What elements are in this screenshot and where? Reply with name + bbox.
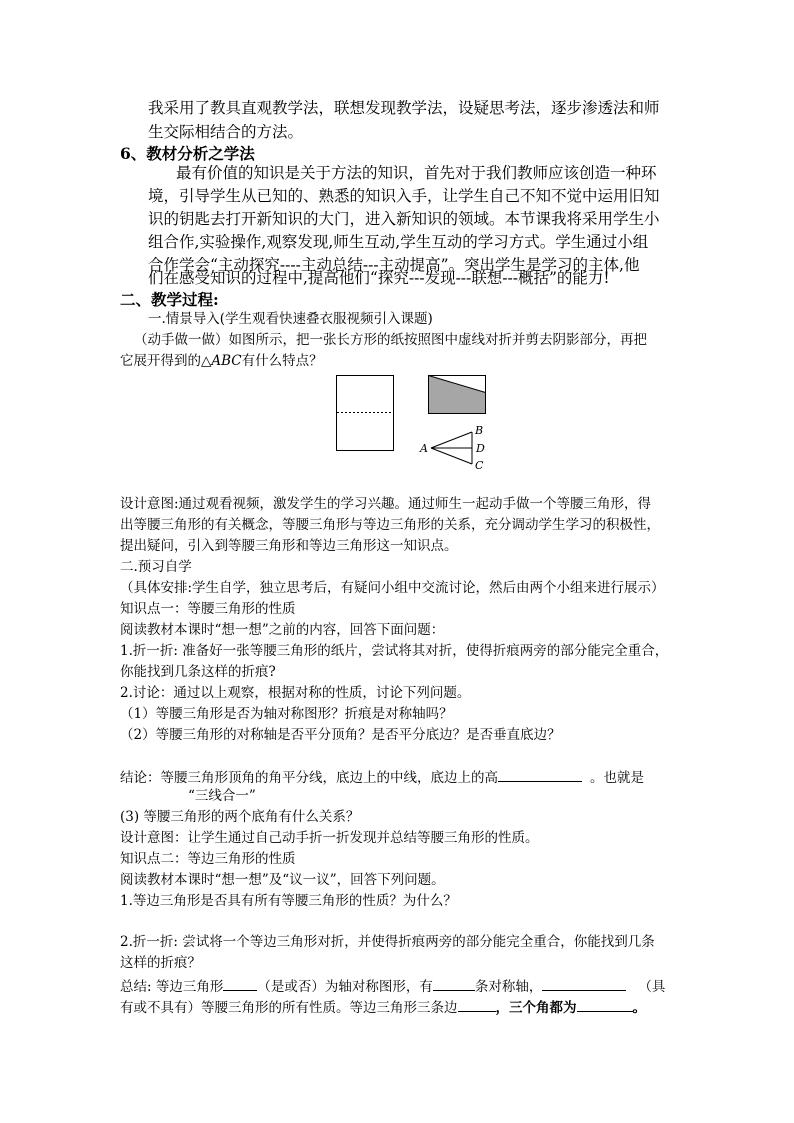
summary-line-2: 有或不具有）等腰三角形的所有性质。等边三角形三条边 ，三个角都为 。: [120, 1000, 646, 1016]
summary-blank-3[interactable]: [542, 978, 626, 991]
summary-blank-5[interactable]: [577, 999, 633, 1012]
design-intent-1-line-3: 提出疑问，引入到等腰三角形和等边三角形这一知识点。: [120, 538, 458, 554]
activity-line-1: （动手做一做）如图所示，把一张长方形的纸按照图中虚线对折并剪去阴影部分，再把: [134, 332, 647, 348]
label-d: D: [476, 442, 485, 455]
triangle-side-ab: [431, 432, 472, 448]
study-method-line-4: 组合作,实验操作,观察发现,师生互动,学生互动的学习方式。学生通过小组: [148, 233, 649, 251]
summary-blank-1[interactable]: [223, 978, 257, 991]
preview-title: 二.预习自学: [120, 559, 192, 575]
fold-task-1-line-2: 你能找到几条这样的折痕?: [120, 664, 276, 680]
study-method-line-2: 境，引导学生从已知的、熟悉的知识入手，让学生自己不知不觉中运用旧知: [148, 187, 660, 205]
knowledge-point-1: 知识点一：等腰三角形的性质: [120, 601, 296, 617]
conclusion-line: 结论：等腰三角形顶角的角平分线，底边上的中线，底边上的高 。也就是: [120, 770, 644, 786]
study-method-line-3: 识的钥匙去打开新知识的大门，进入新知识的领域。本节课我将采用学生小: [148, 210, 660, 228]
question-1: （1）等腰三角形是否为轴对称图形？折痕是对称轴吗？: [120, 706, 453, 722]
triangle-name: ABC: [211, 353, 242, 369]
fold-task-2-line-1: 2.折一折: 尝试将一个等边三角形对折，并使得折痕两旁的部分能完全重合，你能找到几条: [120, 934, 655, 950]
reading-instruction-2: 阅读教材本课时“想一想”及“议一议”，回答下列问题。: [120, 872, 445, 888]
method-line-2: 生交际相结合的方法。: [148, 123, 304, 141]
study-method-line-5: 合作学会“主动探究----主动总结---主动提高”。突出学生是学习的主体,他: [148, 256, 640, 274]
discussion-task: 2.讨论：通过以上观察，根据对称的性质，讨论下列问题。: [120, 685, 471, 701]
question-3: (3) 等腰三角形的两个底角有什么关系？: [120, 809, 360, 825]
fold-task-2-line-2: 这样的折痕？: [120, 955, 201, 971]
summary-blank-2[interactable]: [433, 978, 475, 991]
scenario-intro: 一.情景导入(学生观看快速叠衣服视频引入课题): [148, 311, 433, 327]
design-intent-1-line-2: 出等腰三角形的有关概念，等腰三角形与等边三角形的关系，充分调动学生学习的积极性，: [120, 517, 660, 533]
triangle-side-ac: [431, 448, 472, 464]
section-6-heading: 6、教材分析之学法: [120, 144, 255, 163]
question-2: （2）等腰三角形的对称轴是否平分顶角？是否平分底边？是否垂直底边？: [120, 727, 561, 743]
summary-blank-4[interactable]: [458, 999, 496, 1012]
label-c: C: [475, 459, 484, 472]
equilateral-question-1: 1.等边三角形是否具有所有等腰三角形的性质？为什么？: [120, 893, 457, 909]
design-intent-2: 设计意图：让学生通过自己动手折一折发现并总结等腰三角形的性质。: [120, 830, 539, 846]
label-a: A: [420, 442, 428, 455]
label-b: B: [475, 424, 484, 437]
activity-line-2: 它展开得到的△ABC有什么特点？: [120, 353, 323, 369]
design-intent-1-line-1: 设计意图:通过观看视频，激发学生的学习兴趣。通过师生一起动手做一个等腰三角形，得: [120, 496, 652, 512]
teaching-process-heading: 二、教学过程:: [120, 290, 219, 309]
study-method-line-1: 最有价值的知识是关于方法的知识，首先对于我们教师应该创造一种环: [176, 164, 657, 182]
method-line-1: 我采用了教具直观教学法，联想发现教学法，设疑思考法，逐步渗透法和师: [148, 99, 660, 117]
preview-arrangement: （具体安排:学生自学，独立思考后，有疑问小组中交流讨论，然后由两个小组来进行展示）: [120, 580, 665, 596]
fold-task-1-line-1: 1.折一折: 准备好一张等腰三角形的纸片，尝试将其对折，使得折痕两旁的部分能完全重合，: [120, 643, 669, 659]
three-in-one: “三线合一”: [188, 788, 256, 804]
reading-instruction-1: 阅读教材本课时“想一想”之前的内容，回答下面问题：: [120, 622, 445, 638]
knowledge-point-2: 知识点二：等边三角形的性质: [120, 851, 296, 867]
conclusion-blank[interactable]: [498, 769, 582, 782]
study-method-line-6: 们在感受知识的过程中,提高他们“探究---发现---联想---概括”的能力!: [148, 269, 610, 287]
summary-line-1: 总结: 等边三角形 （是或否）为轴对称图形，有 条对称轴， （具: [120, 979, 666, 995]
cut-shaded-region: [429, 376, 486, 414]
